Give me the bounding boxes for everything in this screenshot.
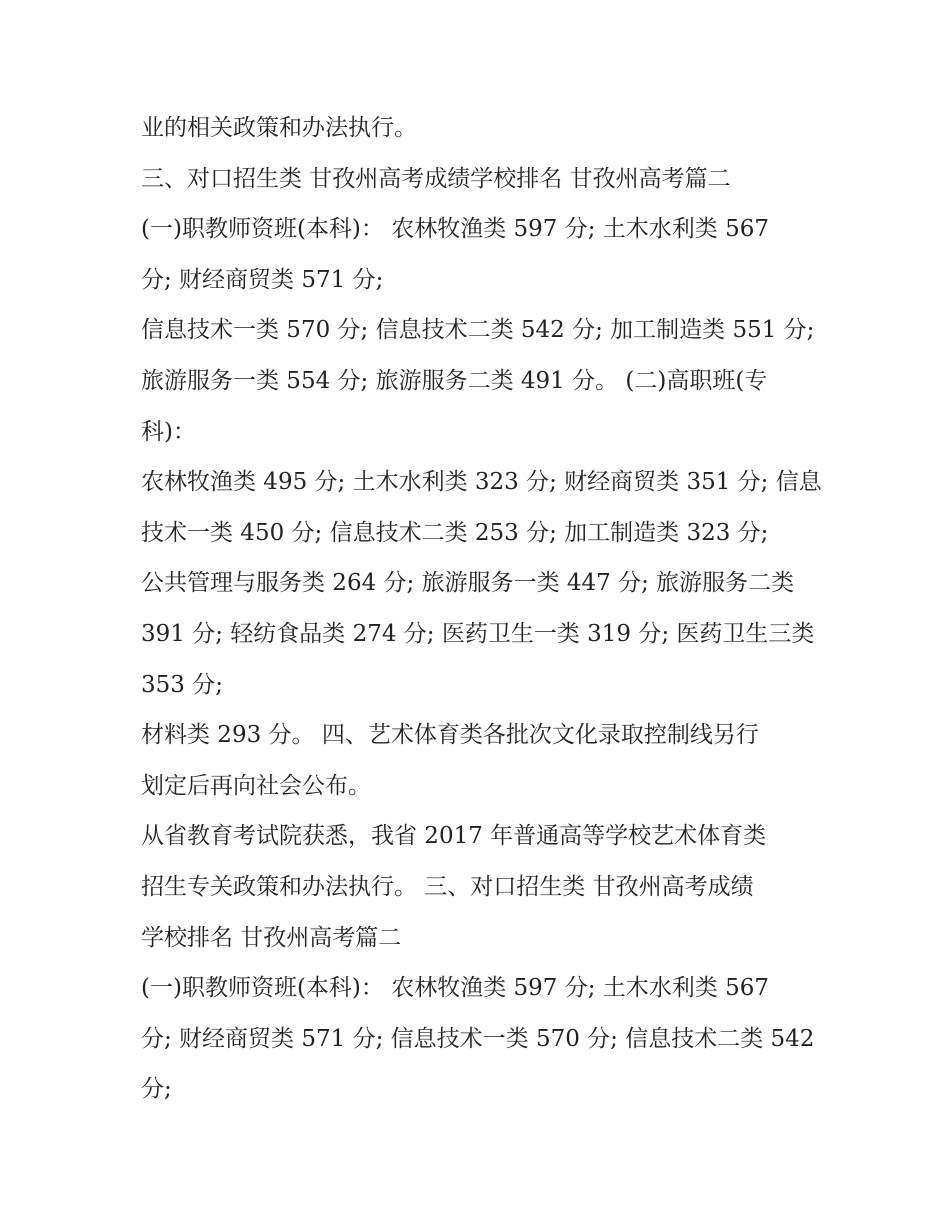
text-line: 招生专关政策和办法执行。 三、对口招生类 甘孜州高考成绩 (141, 873, 754, 900)
document-body (141, 103, 822, 1115)
text-line: 391 分; 轻纺食品类 274 分; 医药卫生一类 319 分; 医药卫生三类 (141, 620, 815, 647)
text-line: 学校排名 甘孜州高考篇二 (141, 924, 402, 951)
text-line: 从省教育考试院获悉，我省 2017 年普通高等学校艺术体育类 (141, 823, 767, 850)
text-line: 技术一类 450 分; 信息技术二类 253 分; 加工制造类 323 分; (141, 519, 769, 546)
text-line: 划定后再向社会公布。 (141, 772, 371, 799)
text-line: 旅游服务一类 554 分; 旅游服务二类 491 分。 (二)高职班(专 (141, 367, 768, 394)
text-line: 公共管理与服务类 264 分; 旅游服务一类 447 分; 旅游服务二类 (141, 570, 795, 597)
text-line: 材料类 293 分。 四、艺术体育类各批次文化录取控制线另行 (141, 722, 759, 749)
text-line: 三、对口招生类 甘孜州高考成绩学校排名 甘孜州高考篇二 (141, 165, 731, 192)
text-line: 分; 财经商贸类 571 分; 信息技术一类 570 分; 信息技术二类 542 (141, 1025, 815, 1052)
text-line: (一)职教师资班(本科)： 农林牧渔类 597 分; 土木水利类 567 (141, 975, 769, 1002)
text-line: 业的相关政策和办法执行。 (141, 115, 417, 141)
text-line: 农林牧渔类 495 分; 土木水利类 323 分; 财经商贸类 351 分; 信息 (141, 469, 822, 496)
text-line: 分; (141, 1076, 172, 1103)
text-line: 分; 财经商贸类 571 分; (141, 266, 384, 293)
text-line: (一)职教师资班(本科)： 农林牧渔类 597 分; 土木水利类 567 (141, 216, 769, 243)
text-line: 353 分; (141, 671, 223, 698)
text-line: 信息技术一类 570 分; 信息技术二类 542 分; 加工制造类 551 分; (141, 317, 815, 344)
text-line: 科)： (141, 418, 196, 445)
